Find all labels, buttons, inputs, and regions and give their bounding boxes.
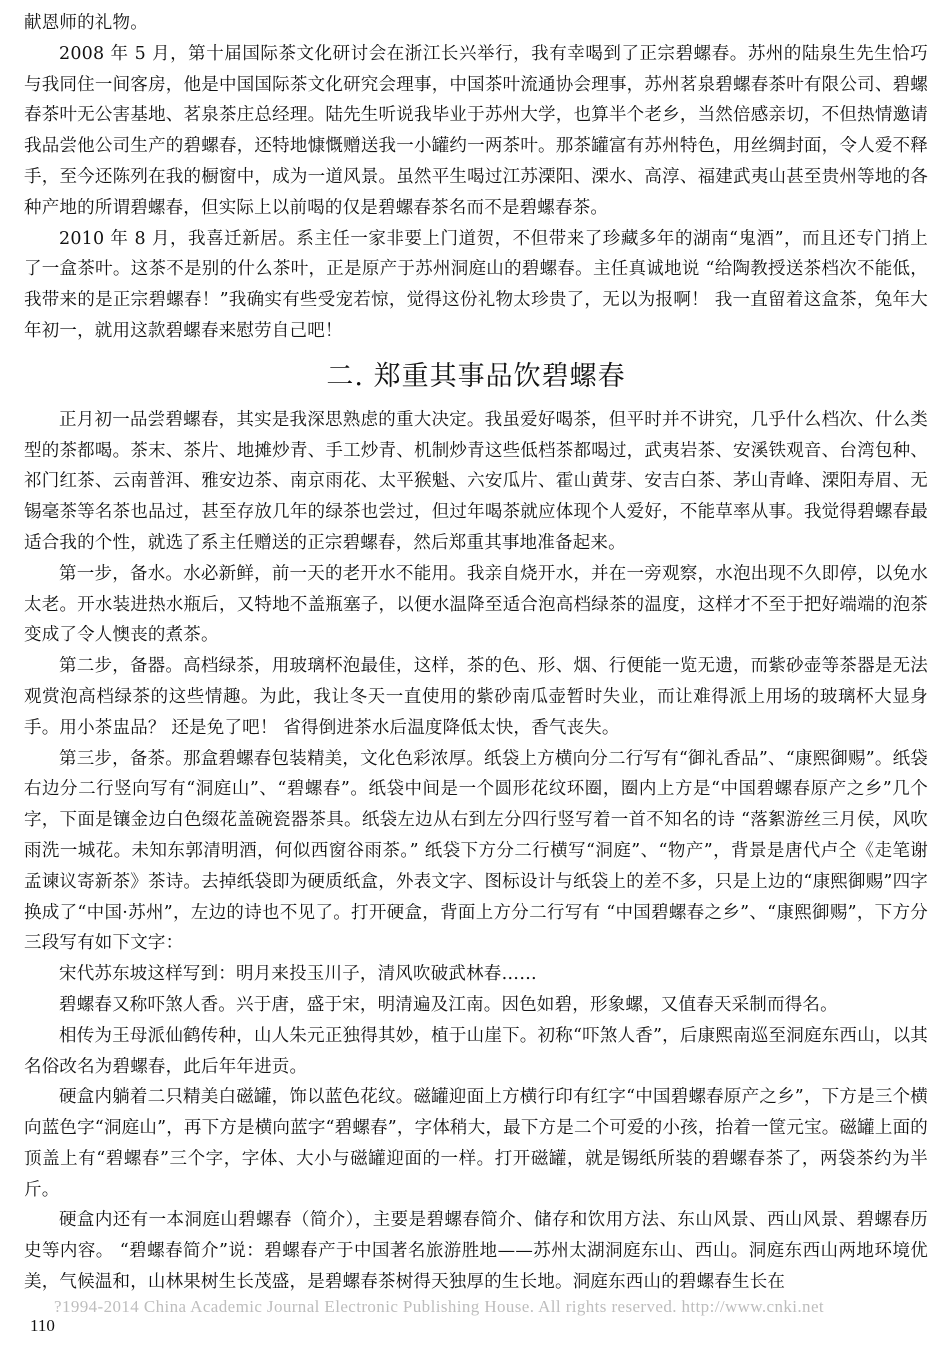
article-body bbox=[24, 8, 928, 1298]
paragraph-porcelain-jars: 硬盒内躺着二只精美白磁罐，饰以蓝色花纹。磁罐迎面上方横行印有红字“中国碧螺春原产之乡”，下方是三个横向蓝色字“洞庭山”，再下方是横向蓝字“碧螺春”，字体稍大，最下方是二个可爱的小孩，抬着一筐元宝。磁罐上面的顶盖上有“碧螺春”三个字，字体、大小与磁罐迎面的一样。打开磁罐，就是锡纸所装的碧螺春茶了，两袋茶约为半斤。 bbox=[24, 1087, 928, 1200]
paragraph-step-two-vessel: 第二步，备器。高档绿茶，用玻璃杯泡最佳，这样，茶的色、形、烟、行便能一览无遗，而紫砂壶等茶器是无法观赏泡高档绿茶的这些情趣。为此，我让冬天一直使用的紫砂南瓜壶暂时失业，而让难得派上用场的玻璃杯大显身手。用小茶盅品？ 还是免了吧！ 省得倒进茶水后温度降低太快，香气丧失。 bbox=[24, 656, 928, 738]
paragraph-2010-new-home: 2010 年 8 月，我喜迁新居。系主任一家非要上门道贺，不但带来了珍藏多年的湖南“鬼酒”，而且还专门捎上了一盒茶叶。这茶不是别的什么茶叶，正是原产于苏州洞庭山的碧螺春。主任真诚地说 “给陶教授送茶档次不能低，我带来的是正宗碧螺春！”我确实有些受宠若惊，觉得这份礼物太珍贵了，无以为报啊！ 我一直留着这盒茶，兔年大年初一，就用这款碧螺春来慰劳自己吧！ bbox=[24, 228, 928, 341]
page-number: 110 bbox=[30, 1316, 55, 1335]
paragraph-box-text-3: 相传为王母派仙鹤传种，山人朱元正独得其妙，植于山崖下。初称“吓煞人香”，后康熙南巡至洞庭东西山，以其名俗改名为碧螺春，此后年年进贡。 bbox=[24, 1025, 928, 1077]
paragraph-2008-conference: 2008 年 5 月，第十届国际茶文化研讨会在浙江长兴举行，我有幸喝到了正宗碧螺春。苏州的陆泉生先生恰巧与我同住一间客房，他是中国国际茶文化研究会理事，中国茶叶流通协会理事，苏州茗泉碧螺春茶叶有限公司、碧螺春茶叶无公害基地、茗泉茶庄总经理。陆先生听说我毕业于苏州大学，也算半个老乡，当然倍感亲切，不但热情邀请我品尝他公司生产的碧螺春，还特地慷慨赠送我一小罐约一两茶叶。那茶罐富有苏州特色，用丝绸封面，令人爱不释手，至今还陈列在我的橱窗中，成为一道风景。虽然平生喝过江苏溧阳、溧水、高淳、福建武夷山甚至贵州等地的各种产地的所谓碧螺春，但实际上以前喝的仅是碧螺春茶名而不是碧螺春茶。 bbox=[24, 43, 928, 218]
paragraph-step-three-tea: 第三步，备茶。那盒碧螺春包装精美，文化色彩浓厚。纸袋上方横向分二行写有“御礼香品”、“康熙御赐”。纸袋右边分二行竖向写有“洞庭山”、“碧螺春”。纸袋中间是一个圆形花纹环圈，圈内上方是“中国碧螺春原产之乡”几个字，下面是镶金边白色缀花盖碗瓷器茶具。纸袋左边从右到左分四行竖写着一首不知名的诗 “落絮游丝三月侯，风吹雨洗一城花。未知东郭清明酒，何似西窗谷雨茶。” 纸袋下方分二行横写“洞庭”、“物产”，背景是唐代卢仝《走笔谢孟谏议寄新茶》茶诗。去掉纸袋即为硬质纸盒，外表文字、图标设计与纸袋上的差不多，只是上边的“康熙御赐”四字换成了“中国·苏州”，左边的诗也不见了。打开硬盒，背面上方分二行写有 “中国碧螺春之乡”、“康熙御赐”，下方分三段写有如下文字： bbox=[24, 748, 928, 954]
section-title: 二. 郑重其事品饮碧螺春 bbox=[326, 360, 626, 392]
paragraph-booklet: 硬盒内还有一本洞庭山碧螺春（简介），主要是碧螺春简介、储存和饮用方法、东山风景、西山风景、碧螺春历史等内容。 “碧螺春简介”说：碧螺春产于中国著名旅游胜地——苏州太湖洞庭东山、西山。洞庭东西山两地环境优美，气候温和，山林果树生长茂盛，是碧螺春茶树得天独厚的生长地。洞庭东西山的碧螺春生长在 bbox=[24, 1210, 928, 1293]
copyright-watermark: ?1994-2014 China Academic Journal Electronic Publishing House. All rights reserved. http://www.cnki.net bbox=[54, 1297, 825, 1316]
paragraph-new-year-decision: 正月初一品尝碧螺春，其实是我深思熟虑的重大决定。我虽爱好喝茶，但平时并不讲究，几乎什么档次、什么类型的茶都喝。茶末、茶片、地摊炒青、手工炒青、机制炒青这些低档茶都喝过，武夷岩茶、安溪铁观音、台湾包种、祁门红茶、云南普洱、雅安边茶、南京雨花、太平猴魁、六安瓜片、霍山黄芽、安吉白茶、茅山青峰、溧阳寿眉、无锡毫茶等名茶也品过，甚至存放几年的绿茶也尝过，但过年喝茶就应体现个人爱好，不能草率从事。我觉得碧螺春最适合我的个性，就选了系主任赠送的正宗碧螺春，然后郑重其事地准备起来。 bbox=[24, 409, 928, 553]
paragraph-continuation: 献恩师的礼物。 bbox=[24, 13, 148, 33]
paragraph-box-text-2: 碧螺春又称吓煞人香。兴于唐，盛于宋，明清遍及江南。因色如碧，形象螺，又值春天采制而得名。 bbox=[59, 994, 838, 1015]
paragraph-box-text-1: 宋代苏东坡这样写到：明月来投玉川子，清风吹破武林春…… bbox=[59, 964, 537, 985]
paragraph-step-one-water: 第一步，备水。水必新鲜，前一天的老开水不能用。我亲自烧开水，并在一旁观察，水泡出现不久即停，以免水太老。开水装进热水瓶后，又特地不盖瓶塞子，以便水温降至适合泡高档绿茶的温度，这样才不至于把好端端的泡茶变成了令人懊丧的煮茶。 bbox=[24, 563, 928, 646]
